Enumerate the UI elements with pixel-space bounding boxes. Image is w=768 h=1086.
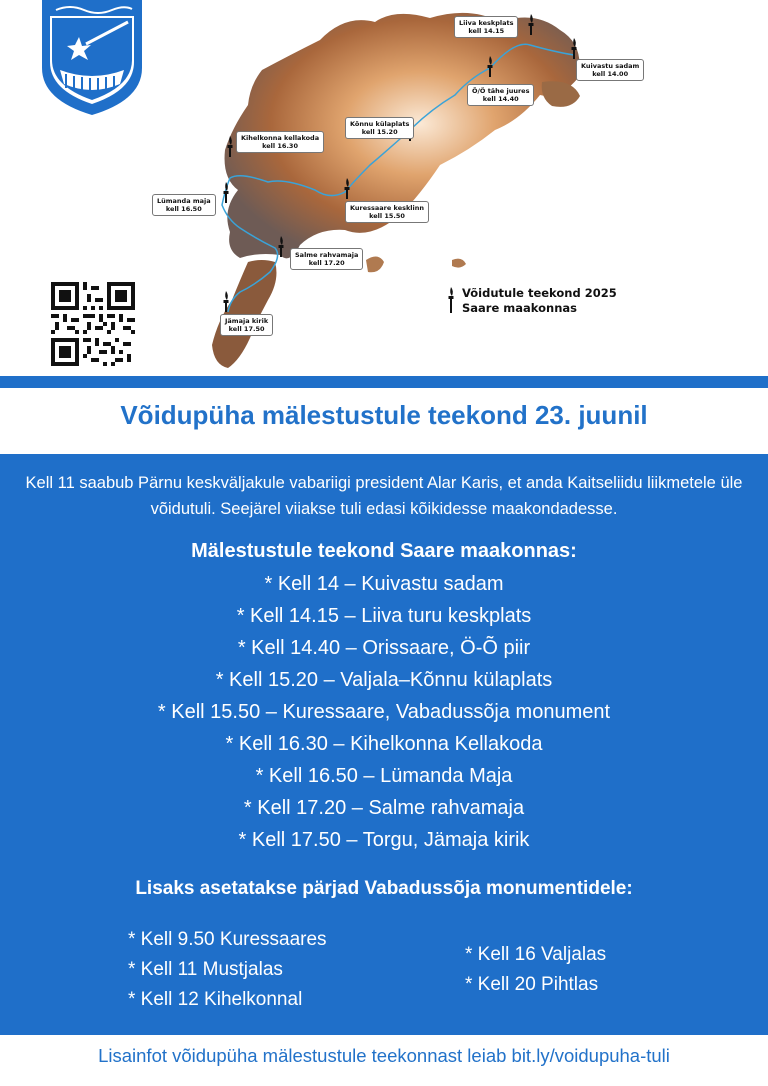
stop-name: Kuressaare kesklinn	[350, 204, 425, 212]
route-map	[0, 0, 768, 376]
stop-time: kell 14.15	[468, 27, 505, 35]
stop-time: kell 15.20	[361, 128, 398, 136]
stop-label-kihelkonna	[236, 131, 324, 153]
blue-stripe	[0, 376, 768, 388]
route-item: * Kell 17.50 – Torgu, Jämaja kirik	[238, 829, 530, 851]
route-item: * Kell 15.20 – Valjala–Kõnnu külaplats	[215, 669, 553, 691]
legend-line1: Võidutule teekond 2025	[462, 286, 617, 300]
wreath-list-left	[128, 925, 327, 1015]
stop-label-salme	[290, 248, 363, 270]
stop-time: kell 17.20	[308, 259, 345, 267]
footer-link[interactable]: Lisainfot võidupüha mälestustule teekonnast leiab bit.ly/voidupuha-tuli	[98, 1045, 670, 1066]
stop-time: kell 16.50	[165, 205, 202, 213]
legend-line2: Saare maakonnas	[462, 301, 577, 315]
route-item: * Kell 14 – Kuivastu sadam	[264, 573, 504, 595]
stop-name: Jämaja kirik	[225, 317, 269, 325]
wreath-item: * Kell 20 Pihtlas	[465, 974, 599, 995]
stop-label-o-o	[467, 84, 534, 106]
route-item: * Kell 16.50 – Lümanda Maja	[255, 765, 513, 787]
stop-label-lumanda	[152, 194, 216, 216]
stop-name: Õ/Ö tähe juures	[472, 87, 530, 95]
qr-code[interactable]	[51, 282, 135, 366]
wreath-item: * Kell 12 Kihelkonnal	[128, 989, 303, 1010]
stop-name: Lümanda maja	[157, 197, 211, 205]
stop-name: Liiva keskplats	[459, 19, 514, 27]
route-list	[0, 568, 768, 856]
stop-time: kell 14.00	[592, 70, 629, 78]
stop-name: Kuivastu sadam	[581, 62, 640, 70]
stop-label-kuivastu	[576, 59, 644, 81]
stop-name: Kihelkonna kellakoda	[241, 134, 320, 142]
stop-name: Salme rahvamaja	[295, 251, 359, 259]
intro-text: Kell 11 saabub Pärnu keskväljakule vabariigi president Alar Karis, et anda Kaitseliidu liikmetele üle võidutuli. Seejärel viiakse tuli edasi kõikidesse maakondadesse.	[25, 474, 743, 518]
stop-label-kuressaare	[345, 201, 429, 223]
stop-name: Kõnnu külaplats	[350, 120, 410, 128]
torch-icon	[445, 286, 457, 316]
stop-label-liiva	[454, 16, 518, 38]
stop-label-konnu	[345, 117, 414, 139]
stop-label-jamaja	[220, 314, 273, 336]
wreath-item: * Kell 16 Valjalas	[465, 944, 607, 965]
stop-time: kell 17.50	[228, 325, 265, 333]
stop-time: kell 14.40	[482, 95, 519, 103]
coat-of-arms-logo	[42, 0, 142, 115]
route-item: * Kell 15.50 – Kuressaare, Vabadussõja monument	[157, 701, 611, 723]
page-title: Võidupüha mälestustule teekond 23. juunil	[120, 400, 648, 430]
route-item: * Kell 14.15 – Liiva turu keskplats	[236, 605, 532, 627]
wreath-heading: Lisaks asetatakse pärjad Vabadussõja monumentidele:	[135, 878, 633, 899]
route-heading: Mälestustule teekond Saare maakonnas:	[191, 540, 577, 562]
route-item: * Kell 16.30 – Kihelkonna Kellakoda	[225, 733, 543, 755]
wreath-item: * Kell 11 Mustjalas	[128, 959, 283, 980]
route-item: * Kell 14.40 – Orissaare, Ö-Õ piir	[237, 637, 531, 659]
stop-time: kell 16.30	[262, 142, 298, 150]
wreath-item: * Kell 9.50 Kuressaares	[128, 929, 327, 950]
route-item: * Kell 17.20 – Salme rahvamaja	[243, 797, 525, 819]
wreath-list-right	[465, 940, 606, 1000]
stop-time: kell 15.50	[369, 212, 405, 220]
